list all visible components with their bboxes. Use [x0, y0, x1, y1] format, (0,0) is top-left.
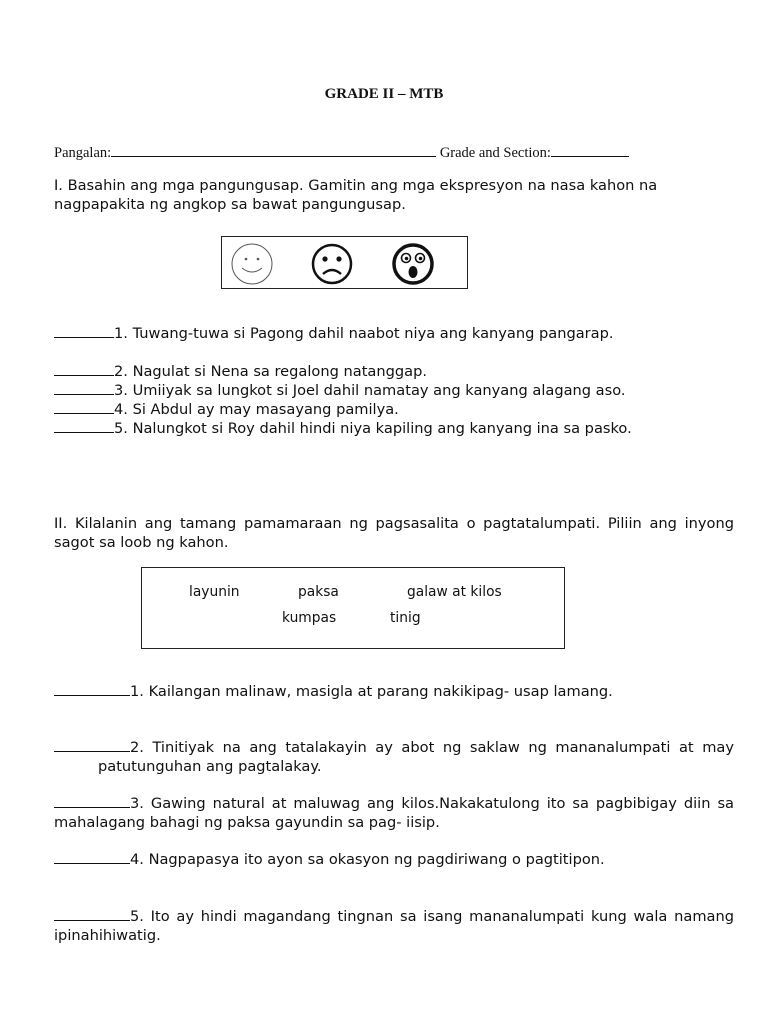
grade-section-label: Grade and Section:	[439, 145, 551, 161]
choice-word: tinig	[390, 610, 421, 626]
choices-box	[141, 567, 565, 649]
name-grade-line	[54, 145, 629, 162]
part2-item-2: 2. Tinitiyak na ang tatalakayin ay abot ng saklaw ng mananalumpati at may patutunguhan ang pagtalakay.	[54, 738, 734, 776]
expression-box	[221, 236, 468, 289]
part2-item-3: 3. Gawing natural at maluwag ang kilos.Nakakatulong ito sa pagbibigay diin sa mahalagang bahagi ng paksa gayundin sa pag- iisip.	[54, 795, 734, 831]
sad-face-icon	[310, 242, 354, 286]
part2-item-4: 4. Nagpapasya ito ayon sa okasyon ng pagdiriwang o pagtitipon.	[54, 850, 734, 869]
choice-word: layunin	[189, 584, 240, 600]
answer-blank[interactable]	[54, 694, 130, 696]
choice-word: galaw at kilos	[407, 584, 502, 600]
answer-blank[interactable]	[54, 750, 130, 752]
part2-instructions: II. Kilalanin ang tamang pamamaraan ng pagsasalita o pagtatalumpati. Piliin ang inyong sagot sa loob ng kahon.	[54, 515, 734, 551]
part1-item-4: 4. Si Abdul ay may masayang pamilya.	[54, 400, 734, 419]
answer-blank[interactable]	[54, 374, 114, 376]
answer-blank[interactable]	[54, 412, 114, 414]
choice-word: kumpas	[282, 610, 337, 626]
answer-blank[interactable]	[54, 336, 114, 338]
name-blank[interactable]	[111, 155, 436, 157]
smiling-face-icon	[230, 242, 274, 286]
part2-item-1: 1. Kailangan malinaw, masigla at parang nakikipag- usap lamang.	[54, 682, 734, 701]
answer-blank[interactable]	[54, 431, 114, 433]
part1-item-3: 3. Umiiyak sa lungkot si Joel dahil namatay ang kanyang alagang aso.	[54, 381, 734, 400]
name-label: Pangalan:	[54, 145, 112, 161]
part1-item-5: 5. Nalungkot si Roy dahil hindi niya kapiling ang kanyang ina sa pasko.	[54, 419, 734, 438]
answer-blank[interactable]	[54, 393, 114, 395]
part1-instructions: I. Basahin ang mga pangungusap. Gamitin ang mga ekspresyon na nasa kahon na nagpapakita ng angkop sa bawat pangungusap.	[54, 177, 658, 213]
surprised-face-icon	[390, 242, 436, 288]
part1-item-1: 1. Tuwang-tuwa si Pagong dahil naabot niya ang kanyang pangarap.	[54, 324, 734, 343]
part2-item-5: 5. Ito ay hindi magandang tingnan sa isang mananalumpati kung wala namang ipinahihiwatig.	[54, 908, 734, 944]
answer-blank[interactable]	[54, 806, 130, 808]
page-title: GRADE II – MTB	[324, 86, 444, 102]
answer-blank[interactable]	[54, 919, 130, 921]
choice-word: paksa	[298, 584, 339, 600]
grade-section-blank[interactable]	[551, 155, 629, 157]
answer-blank[interactable]	[54, 862, 130, 864]
part1-item-2: 2. Nagulat si Nena sa regalong natanggap.	[54, 362, 734, 381]
